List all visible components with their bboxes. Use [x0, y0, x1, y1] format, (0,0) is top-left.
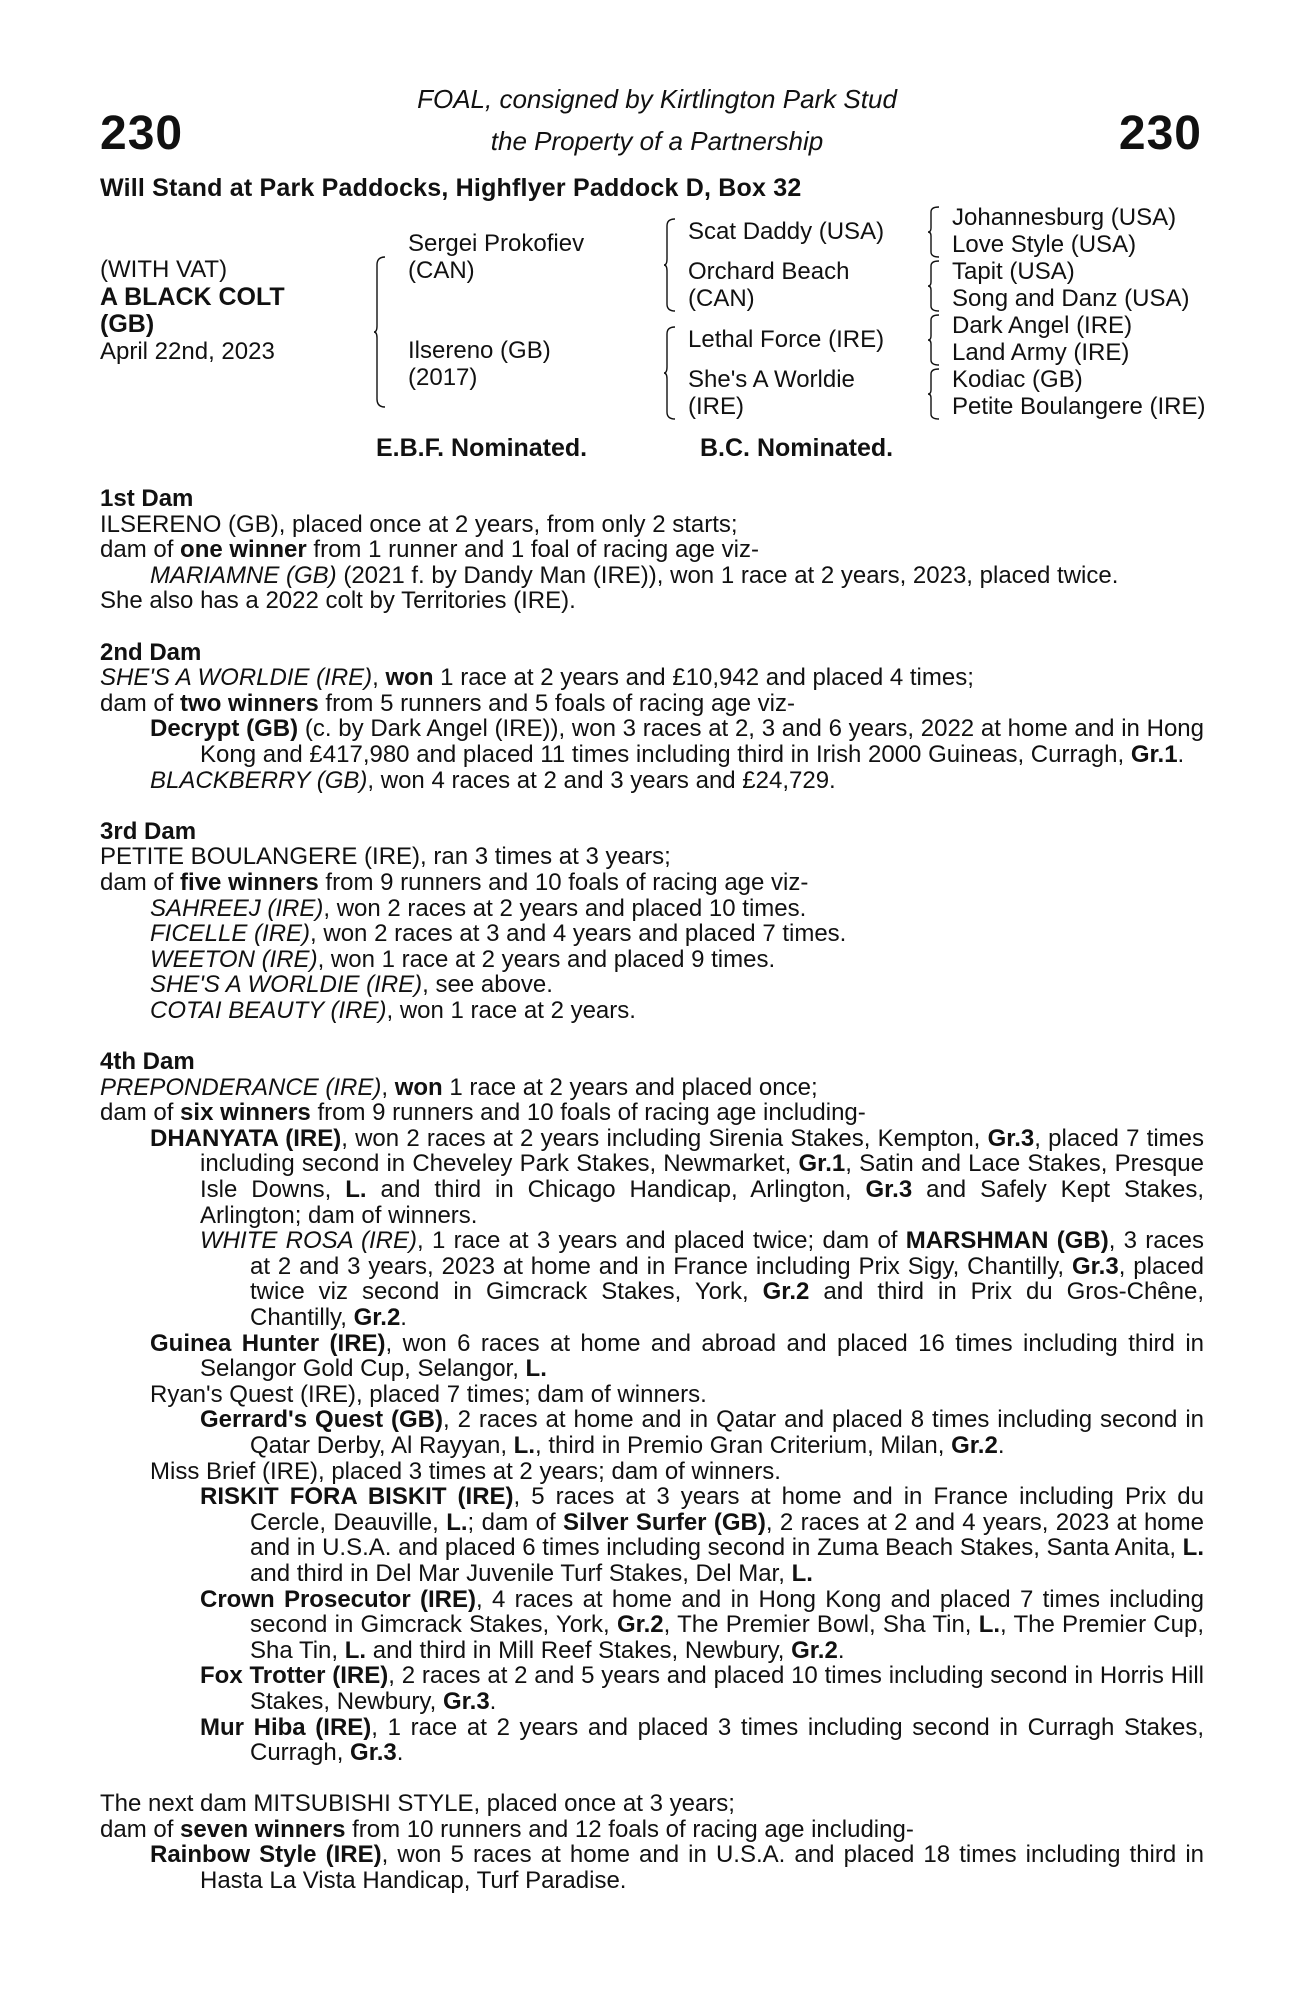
fourth-dam-progeny-dhanyata: DHANYATA (IRE), won 2 races at 2 years including Sirenia Stakes, Kempton, Gr.3, placed 7 times including second in Cheveley Park Stakes, Newmarket, Gr.1, Satin and Lace Stakes, Presque Isle Downs, L. and third in Chicago Handicap, Arlington, Gr.3 and Safely Kept Stakes, Arlington; dam of winners. [150, 1124, 1204, 1229]
second-dam-progeny-blackberry: BLACKBERRY (GB), won 4 races at 2 and 3 years and £24,729. [150, 766, 836, 794]
g3-tapit: Tapit (USA) [952, 258, 1075, 285]
dam-year: (2017) [408, 364, 478, 391]
fourth-dam-line2: dam of six winners from 9 runners and 10 foals of racing age including- [100, 1099, 866, 1127]
sire-dam: Orchard Beach [688, 258, 850, 285]
g3-johannesburg: Johannesburg (USA) [952, 204, 1177, 231]
consignor-line: FOAL, consigned by Kirtlington Park Stud [417, 84, 897, 114]
property-line: the Property of a Partnership [490, 126, 824, 156]
catalogue-body [100, 486, 1204, 1894]
second-dam-progeny-decrypt: Decrypt (GB) (c. by Dark Angel (IRE)), won 3 races at 2, 3 and 6 years, 2022 at home and in Hong Kong and £417,980 and placed 11 times including third in Irish 2000 Guineas, Curragh, Gr.1. [150, 715, 1204, 768]
foaling-date: April 22nd, 2023 [100, 338, 275, 365]
first-dam-line4: She also has a 2022 colt by Territories (IRE). [100, 587, 576, 615]
lot-number-right: 230 [1118, 107, 1202, 160]
first-dam-line2: dam of one winner from 1 runner and 1 foal of racing age viz- [100, 536, 759, 564]
fourth-dam-line1: PREPONDERANCE (IRE), won 1 race at 2 years and placed once; [100, 1073, 818, 1101]
second-dam-heading: 2nd Dam [100, 638, 202, 666]
sire-name: Sergei Prokofiev [408, 230, 585, 257]
fourth-dam-progeny-mur-hiba: Mur Hiba (IRE), 1 race at 2 years and placed 3 times including second in Curragh Stakes, Curragh, Gr.3. [200, 1713, 1205, 1767]
fourth-dam-progeny-riskit-fora-biskit: RISKIT FORA BISKIT (IRE), 5 races at 3 years at home and in France including Prix du Cercle, Deauville, L.; dam of Silver Surfer (GB), 2 races at 2 and 4 years, 2023 at home and in U.S.A. and placed 6 times including second in Zuma Beach Stakes, Santa Anita, L. and third in Del Mar Juvenile Turf Stakes, Del Mar, L. [200, 1483, 1205, 1587]
fourth-dam-progeny-white-rosa: WHITE ROSA (IRE), 1 race at 3 years and placed twice; dam of MARSHMAN (GB), 3 races at 2 and 3 years, 2023 at home and in France including Prix Sigy, Chantilly, Gr.3, placed twice viz second in Gimcrack Stakes, York, Gr.2 and third in Prix du Gros-Chêne, Chantilly, Gr.2. [200, 1227, 1204, 1331]
sire-country: (CAN) [408, 257, 475, 284]
stand-location: Will Stand at Park Paddocks, Highflyer Paddock D, Box 32 [100, 174, 802, 202]
fourth-dam-progeny-miss-brief: Miss Brief (IRE), placed 3 times at 2 years; dam of winners. [150, 1457, 781, 1485]
vat-label: (WITH VAT) [100, 256, 228, 283]
fourth-dam-progeny-gerrards-quest: Gerrard's Quest (GB), 2 races at home and in Qatar and placed 8 times including second in Qatar Derby, Al Rayyan, L., third in Premio Gran Criterium, Milan, Gr.2. [200, 1406, 1205, 1459]
second-dam-line1: SHE'S A WORLDIE (IRE), won 1 race at 2 years and £10,942 and placed 4 times; [100, 664, 974, 692]
pedigree-brace-g3-4 [928, 368, 940, 420]
third-dam-progeny: WEETON (IRE), won 1 race at 2 years and placed 9 times. [150, 945, 776, 973]
pedigree-brace-g3-3 [928, 314, 940, 366]
bc-nomination: B.C. Nominated. [700, 434, 894, 462]
pedigree-brace-g3-2 [928, 260, 940, 312]
fourth-dam-progeny-fox-trotter: Fox Trotter (IRE), 2 races at 2 and 5 years and placed 10 times including second in Horris Hill Stakes, Newbury, Gr.3. [200, 1662, 1204, 1715]
g3-song-and-danz: Song and Danz (USA) [952, 285, 1190, 312]
section-gap [100, 1023, 1204, 1049]
section-gap [100, 1766, 1204, 1792]
dam-name: Ilsereno (GB) [408, 337, 551, 364]
dam-dam: She's A Worldie [688, 366, 855, 393]
third-dam-heading: 3rd Dam [100, 817, 197, 845]
next-dam-progeny-rainbow-style: Rainbow Style (IRE), won 5 races at home and in U.S.A. and placed 18 times including third in Hasta La Vista Handicap, Turf Paradise. [150, 1841, 1205, 1895]
first-dam-line1: ILSERENO (GB), placed once at 2 years, from only 2 starts; [100, 510, 738, 538]
first-dam-heading: 1st Dam [100, 485, 194, 512]
fourth-dam-heading: 4th Dam [100, 1048, 195, 1076]
g3-petite-boulangere: Petite Boulangere (IRE) [952, 393, 1206, 420]
pedigree-brace-sire [664, 218, 676, 312]
sire-dam-country: (CAN) [688, 285, 755, 312]
first-dam-progeny: MARIAMNE (GB) (2021 f. by Dandy Man (IRE)), won 1 race at 2 years, 2023, placed twice. [150, 561, 1119, 589]
g3-dark-angel: Dark Angel (IRE) [952, 312, 1133, 339]
g3-land-army: Land Army (IRE) [952, 339, 1130, 366]
lot-title-line1: A BLACK COLT [100, 283, 285, 311]
next-dam-line2: dam of seven winners from 10 runners and 12 foals of racing age including- [100, 1815, 914, 1843]
fourth-dam-progeny-guinea-hunter: Guinea Hunter (IRE), won 6 races at home and abroad and placed 16 times including third in Selangor Gold Cup, Selangor, L. [150, 1329, 1205, 1383]
section-gap [100, 614, 1204, 640]
section-gap [100, 793, 1204, 819]
ebf-nomination: E.B.F. Nominated. [376, 434, 588, 462]
third-dam-progeny: COTAI BEAUTY (IRE), won 1 race at 2 years. [150, 996, 636, 1024]
pedigree-brace-g3-1 [928, 206, 940, 258]
third-dam-progeny: FICELLE (IRE), won 2 races at 3 and 4 years and placed 7 times. [150, 920, 847, 948]
lot-title-line2: (GB) [100, 310, 155, 338]
fourth-dam-progeny-crown-prosecutor: Crown Prosecutor (IRE), 4 races at home and in Hong Kong and placed 7 times including second in Gimcrack Stakes, York, Gr.2, The Premier Bowl, Sha Tin, L., The Premier Cup, Sha Tin, L. and third in Mill Reef Stakes, Newbury, Gr.2. [200, 1585, 1204, 1664]
pedigree-brace-dam [664, 326, 676, 420]
pedigree-brace-main [374, 256, 386, 408]
third-dam-progeny: SAHREEJ (IRE), won 2 races at 2 years and placed 10 times. [150, 894, 807, 922]
next-dam-line1: The next dam MITSUBISHI STYLE, placed once at 3 years; [100, 1790, 735, 1818]
third-dam-progeny: SHE'S A WORLDIE (IRE), see above. [150, 971, 553, 999]
third-dam-line2: dam of five winners from 9 runners and 10 foals of racing age viz- [100, 868, 809, 896]
second-dam-line2: dam of two winners from 5 runners and 5 foals of racing age viz- [100, 689, 795, 717]
dam-dam-country: (IRE) [688, 393, 744, 420]
fourth-dam-progeny-ryans-quest: Ryan's Quest (IRE), placed 7 times; dam of winners. [150, 1380, 707, 1408]
g3-kodiac: Kodiac (GB) [952, 366, 1083, 393]
third-dam-line1: PETITE BOULANGERE (IRE), ran 3 times at 3 years; [100, 843, 671, 871]
g3-love-style: Love Style (USA) [952, 231, 1137, 258]
lot-number-left: 230 [100, 107, 184, 160]
dam-sire: Lethal Force (IRE) [688, 326, 885, 353]
sire-sire: Scat Daddy (USA) [688, 218, 885, 245]
